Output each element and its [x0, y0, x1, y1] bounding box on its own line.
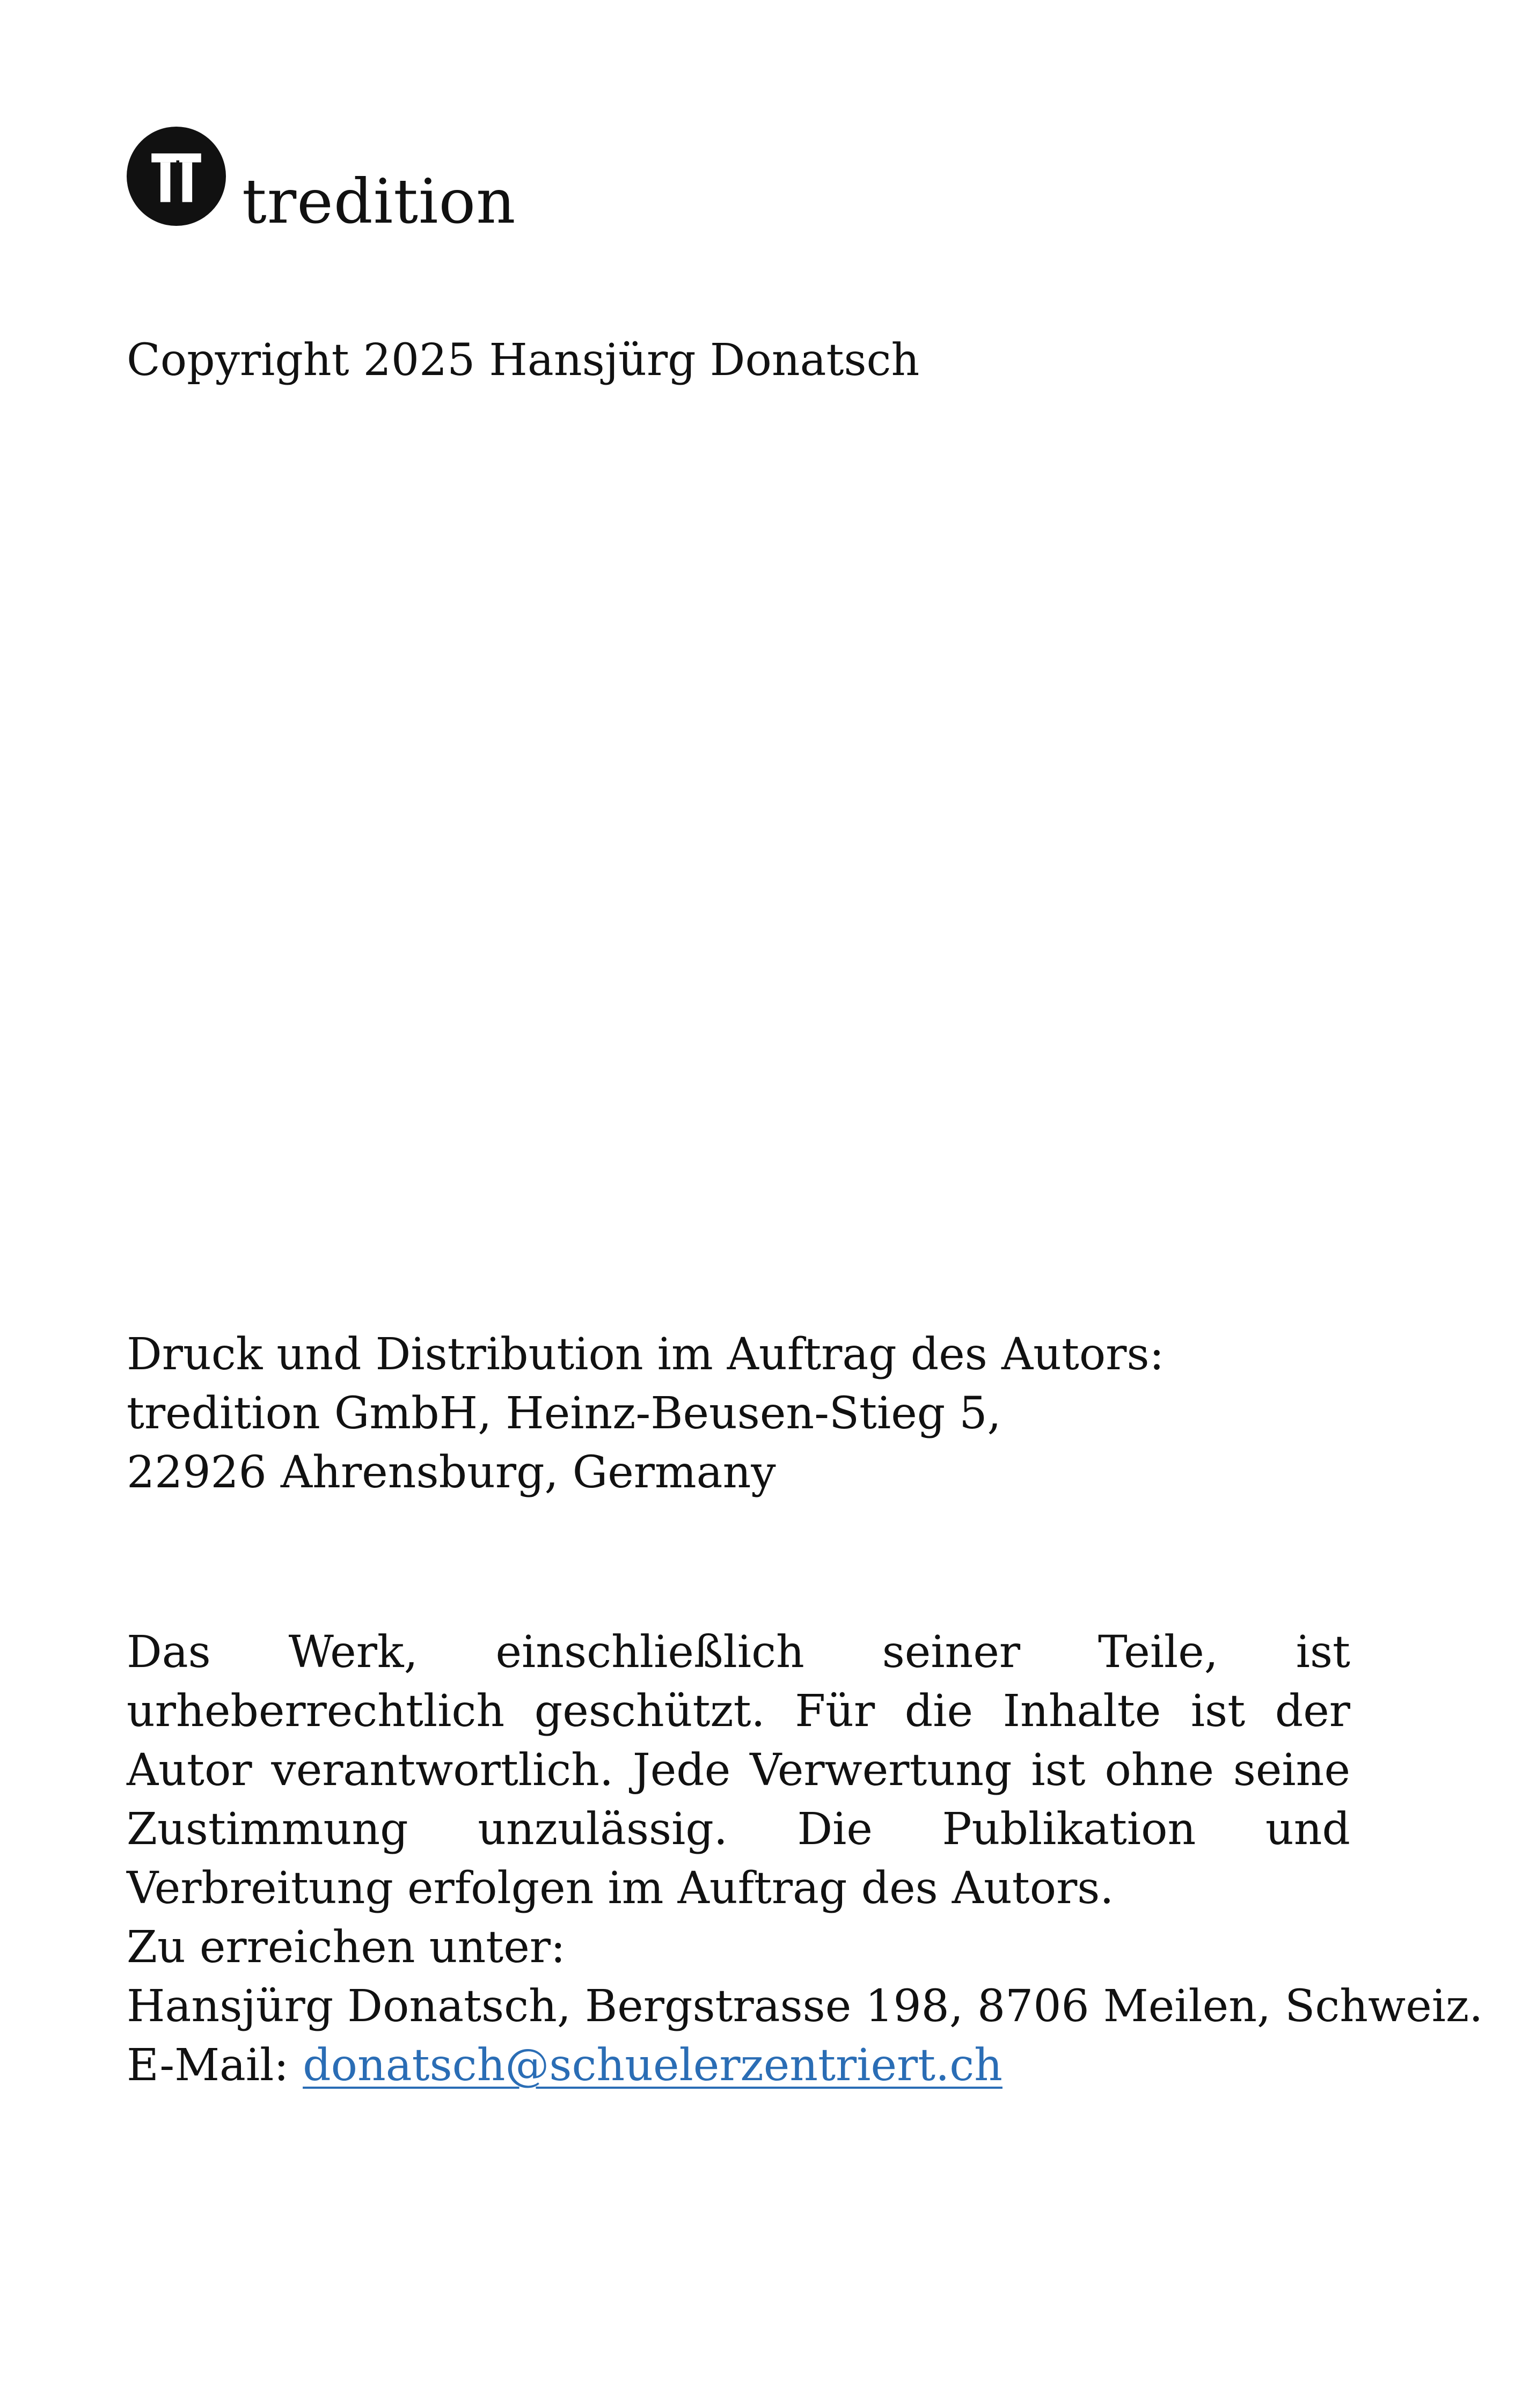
legal-paragraph: Das Werk, einschließlich seiner Teile, ist urheberrechtlich geschützt. Für die Inhalte ist der Autor verantwortlich. Jede Verwertung ist ohne seine Zustimmung unzulässig. Die Publikation und Verbreitung erfolgen im Auftrag des Autors.: [127, 1627, 1350, 1914]
imprint-line: 22926 Ahrensburg, Germany: [127, 1447, 776, 1498]
email-label: E-Mail:: [127, 2040, 289, 2091]
printer-imprint: [127, 1325, 1164, 1502]
email-line: [127, 2036, 1350, 2095]
tredition-logo-icon: [127, 127, 226, 226]
author-address: Hansjürg Donatsch, Bergstrasse 198, 8706 Meilen, Schweiz.: [127, 1981, 1483, 2032]
logo-wordmark: tredition: [242, 166, 516, 237]
publisher-logo: [127, 127, 516, 237]
email-link[interactable]: donatsch@schuelerzentriert.ch: [303, 2040, 1003, 2091]
copyright-notice: Copyright 2025 Hansjürg Donatsch: [127, 335, 920, 386]
imprint-line: tredition GmbH, Heinz-Beusen-Stieg 5,: [127, 1388, 1001, 1439]
legal-notice: [127, 1623, 1483, 2095]
imprint-line: Druck und Distribution im Auftrag des Autors:: [127, 1329, 1165, 1380]
reach-label: Zu erreichen unter:: [127, 1922, 566, 1973]
